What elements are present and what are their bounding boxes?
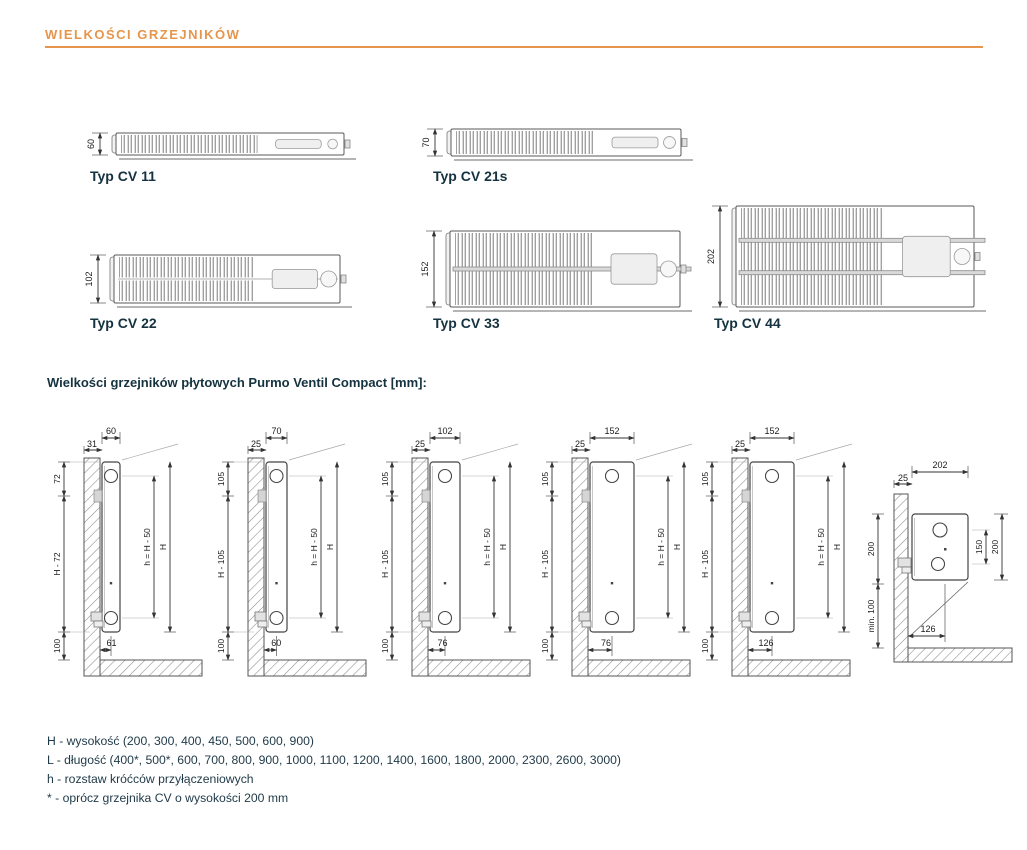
- type-label-cv44: Typ CV 44: [714, 315, 781, 331]
- dim-label: 100: [52, 638, 62, 654]
- dim-label: H: [832, 543, 842, 551]
- dim-label: H - 105: [540, 550, 550, 578]
- dim-label: 61: [106, 638, 117, 648]
- dim-label: 25: [250, 439, 262, 449]
- dim-label: 152: [604, 426, 620, 436]
- dim-label: h = H - 50: [656, 528, 666, 566]
- dim-label: 25: [897, 473, 909, 483]
- dim-label: 152: [764, 426, 780, 436]
- type-label-cv21s: Typ CV 21s: [433, 168, 508, 184]
- topview-drawing-3: [420, 227, 698, 317]
- dim-label: 25: [574, 439, 586, 449]
- topview-drawing-4: [706, 202, 992, 317]
- type-label-cv11: Typ CV 11: [90, 168, 156, 184]
- dim-label: h = H - 50: [142, 528, 152, 566]
- dim-label: 105: [540, 471, 550, 487]
- dim-label: 70: [271, 426, 282, 436]
- dim-label: 100: [216, 638, 226, 654]
- legend: [47, 732, 621, 808]
- dim-label: 100: [540, 638, 550, 654]
- dim-label: H: [672, 543, 682, 551]
- dim-label: 100: [700, 638, 710, 654]
- dim-label: H - 105: [380, 550, 390, 578]
- dim-label: 70: [421, 137, 431, 148]
- floor-hatch: [908, 648, 1012, 662]
- dim-label: 200: [990, 539, 1000, 555]
- dim-label: H - 72: [52, 552, 62, 576]
- type-label-cv22: Typ CV 22: [90, 315, 157, 331]
- legend-line-footnote: * - oprócz grzejnika CV o wysokości 200 mm: [47, 791, 289, 805]
- bench-mounting-diagram: [848, 458, 1026, 673]
- connection-stub: [898, 558, 911, 567]
- dim-label: H: [498, 543, 508, 551]
- side-diagram-4: [692, 424, 856, 678]
- dim-label: 25: [734, 439, 746, 449]
- dim-label: 202: [932, 460, 948, 470]
- dim-label: H: [325, 543, 335, 551]
- dim-label: 105: [700, 471, 710, 487]
- side-diagram-1: [208, 424, 372, 678]
- legend-line-height: H - wysokość (200, 300, 400, 450, 500, 600, 900): [47, 734, 314, 748]
- dim-label: 31: [86, 439, 98, 449]
- dim-label: min. 100: [866, 599, 876, 633]
- dim-label: 202: [706, 248, 716, 265]
- dim-label: H - 105: [216, 550, 226, 578]
- dim-label: 200: [866, 541, 876, 557]
- dim-label: 105: [380, 471, 390, 487]
- dim-label: 76: [437, 638, 448, 648]
- dim-label: H - 105: [700, 550, 710, 578]
- page-title: WIELKOŚCI GRZEJNIKÓW: [45, 27, 241, 42]
- legend-line-length: L - długość (400*, 500*, 600, 700, 800, 900, 1000, 1100, 1200, 1400, 1600, 1800, 2000, 2300, 2600, 3000): [47, 753, 621, 767]
- topview-drawing-0: [86, 129, 362, 165]
- dim-label: 100: [380, 638, 390, 654]
- type-label-cv33: Typ CV 33: [433, 315, 500, 331]
- dim-label: 102: [437, 426, 453, 436]
- dim-label: 72: [52, 474, 62, 484]
- legend-line-spacing: h - rozstaw króćców przyłączeniowych: [47, 772, 254, 786]
- dim-label: 76: [600, 638, 612, 648]
- air-vent-icon: [933, 523, 947, 537]
- dim-label: 60: [86, 138, 96, 150]
- dim-label: 105: [216, 471, 226, 487]
- dim-label: 126: [920, 624, 936, 634]
- wall-hatch: [894, 494, 908, 662]
- side-diagram-2: [372, 424, 536, 678]
- side-diagram-0: [44, 424, 208, 678]
- dim-label: h = H - 50: [482, 528, 492, 566]
- topview-drawing-2: [84, 251, 358, 313]
- dim-label: 152: [420, 261, 430, 277]
- side-diagram-3: [532, 424, 696, 678]
- dim-label: 60: [271, 638, 282, 648]
- dim-label: h = H - 50: [309, 528, 319, 566]
- dim-label: 126: [758, 638, 774, 648]
- topview-drawing-1: [421, 125, 699, 166]
- dim-label: H: [158, 543, 168, 551]
- section-subtitle: Wielkości grzejników płytowych Purmo Ventil Compact [mm]:: [47, 375, 427, 390]
- dim-label: 25: [414, 439, 426, 449]
- dim-label: 60: [105, 426, 117, 436]
- valve-icon: [932, 558, 945, 571]
- title-underline-rule: [45, 46, 983, 48]
- dim-label: h = H - 50: [816, 528, 826, 566]
- dim-label: 150: [974, 539, 984, 555]
- dim-label: 102: [84, 271, 94, 287]
